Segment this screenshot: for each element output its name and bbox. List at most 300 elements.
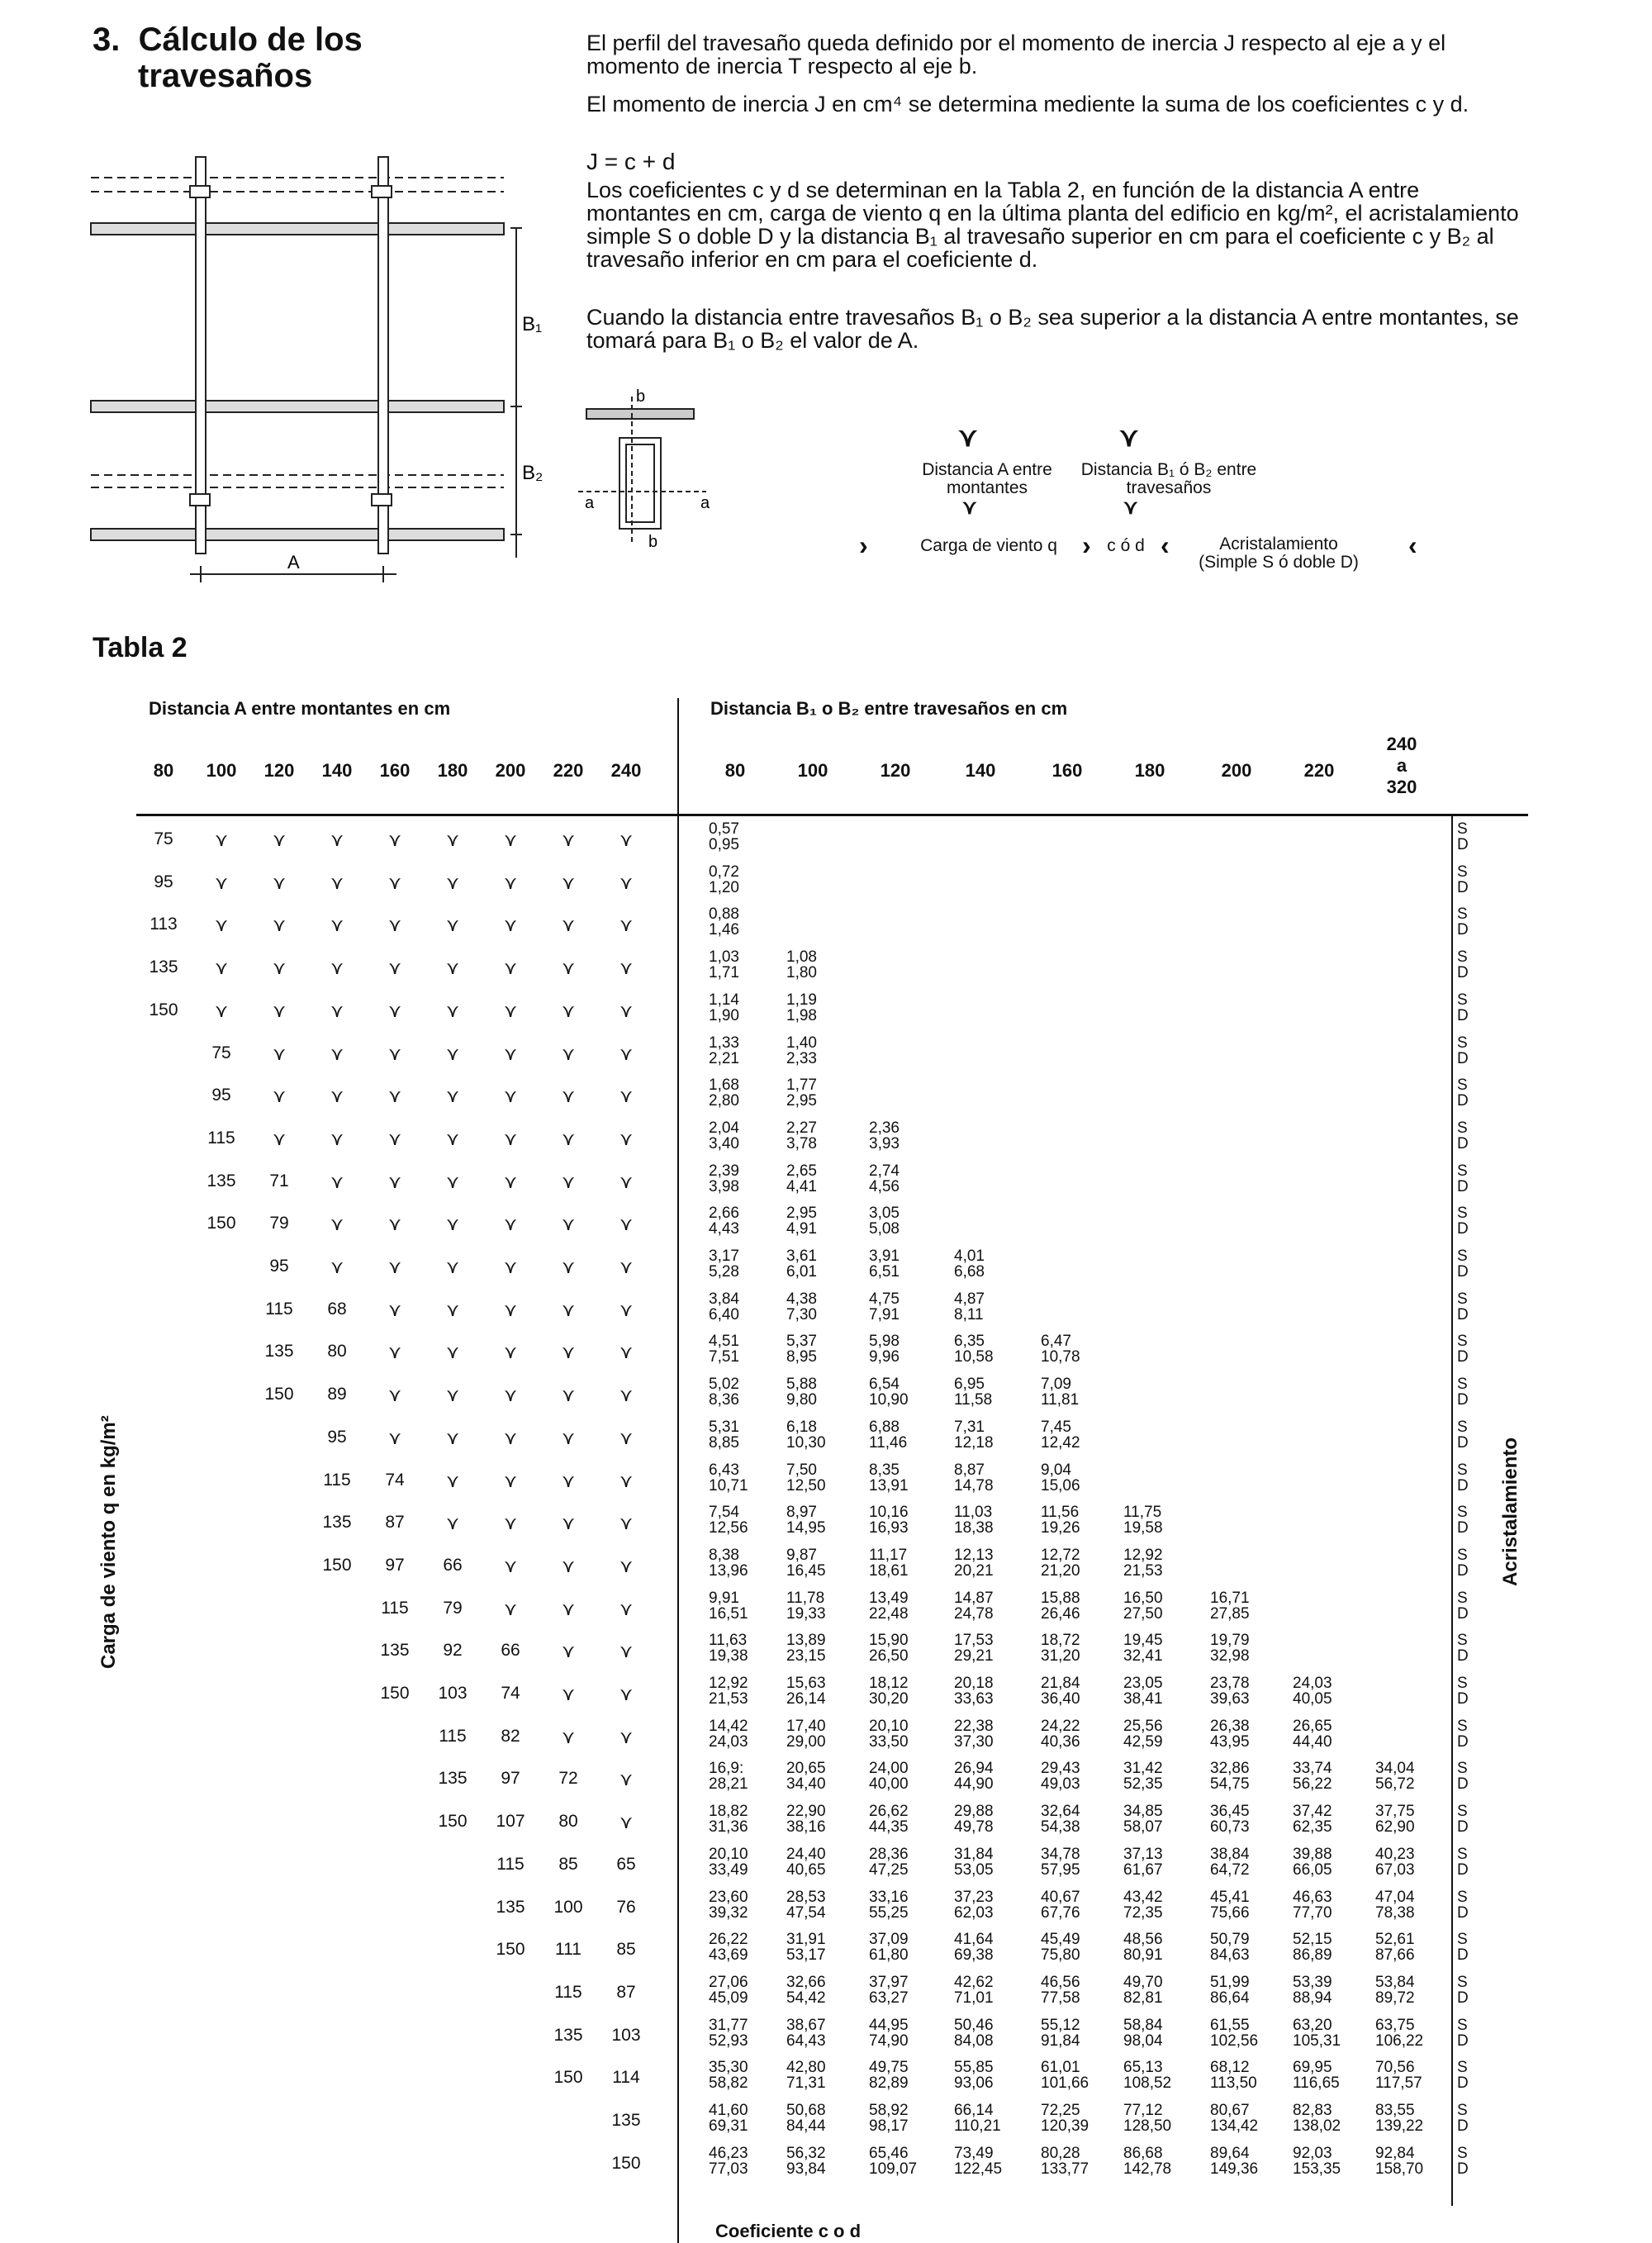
glazing-simple: S D <box>1457 1076 1469 1110</box>
glazing-simple: S D <box>1457 1632 1469 1666</box>
header-distancia-b: Distancia B₁ o B₂ entre travesaños en cm <box>710 698 1068 719</box>
coef-c: 92,03 <box>1293 2144 1332 2162</box>
coef-d: 12,42 <box>1041 1433 1080 1452</box>
coef-c: 2,27 <box>786 1119 817 1137</box>
arrow-down-icon: ⋎ <box>387 872 402 893</box>
coef-c: 80,67 <box>1210 2102 1250 2119</box>
coef-d: 1,90 <box>709 1006 739 1024</box>
wind-load-value: 115 <box>265 1299 293 1319</box>
glazing-simple: S D <box>1457 2016 1469 2050</box>
coef-c: 49,75 <box>869 2059 909 2077</box>
arrow-down-icon: ⋎ <box>272 915 287 936</box>
coef-d: 12,56 <box>709 1519 748 1537</box>
coef-d: 29,21 <box>954 1647 994 1666</box>
coef-c: 17,53 <box>954 1632 994 1650</box>
arrow-down-icon: ⋎ <box>387 1043 402 1064</box>
coef-c: 1,14 <box>709 991 739 1009</box>
coef-c: 29,88 <box>954 1803 994 1821</box>
coef-c: 3,91 <box>869 1247 900 1265</box>
coef-d: 1,46 <box>709 921 739 939</box>
arrow-down-icon: ⋎ <box>561 1598 576 1619</box>
arrow-down-icon: ⋎ <box>503 1598 518 1619</box>
coef-c: 42,62 <box>954 1973 994 1991</box>
intro-p3: Los coeficientes c y d se determinan en la Tabla 2, en función de la distancia A entre montantes en cm, carga de viento q en la última planta del edificio en kg/m², el acristalamiento simple S o doble D y la distancia B₁ al travesaño superior en cm para el coeficiente c y B₂ al travesaño inferior en cm para el coeficiente d. <box>586 178 1519 272</box>
coef-d: 7,91 <box>869 1305 900 1323</box>
coef-d: 13,96 <box>709 1561 748 1580</box>
formula: J = c + d <box>586 149 676 174</box>
arrow-down-icon: ⋎ <box>561 1726 576 1747</box>
coef-d: 109,07 <box>869 2160 918 2178</box>
arrow-down-icon: ⋎ <box>619 915 634 936</box>
arrow-down-icon: ⋎ <box>503 1427 518 1448</box>
coef-d: 98,04 <box>1123 2032 1163 2050</box>
arrow-down-icon: ⋎ <box>272 1086 287 1107</box>
coef-d: 10,78 <box>1041 1348 1080 1366</box>
coef-d: 33,49 <box>709 1860 748 1879</box>
arrow-down-icon: ⋎ <box>214 915 229 936</box>
wind-load-value: 103 <box>611 2025 641 2045</box>
coef-c: 50,79 <box>1210 1931 1250 1949</box>
coef-c: 11,78 <box>786 1589 825 1607</box>
coef-c: 31,91 <box>786 1931 826 1949</box>
coef-c: 2,95 <box>786 1205 817 1223</box>
coef-d: 19,38 <box>709 1647 748 1666</box>
arrow-down-icon: ⋎ <box>561 1043 576 1064</box>
coef-d: 93,84 <box>786 2160 826 2178</box>
coef-d: 87,66 <box>1375 1946 1415 1965</box>
coef-c: 16,9: <box>709 1760 744 1778</box>
wind-load-value: 135 <box>264 1342 294 1361</box>
sec-b-top: b <box>636 388 646 406</box>
coef-c: 83,55 <box>1375 2102 1415 2119</box>
coef-c: 19,45 <box>1123 1632 1163 1650</box>
arrow-down-icon: ⋎ <box>272 958 287 979</box>
coef-c: 52,15 <box>1293 1931 1332 1949</box>
coef-c: 13,49 <box>869 1589 909 1607</box>
coef-c: 6,95 <box>954 1376 985 1394</box>
wind-load-value: 135 <box>322 1513 352 1533</box>
arrow-down-icon: ⋎ <box>619 1299 634 1320</box>
arrow-down-icon: ⋎ <box>503 1086 518 1107</box>
arrow-down-icon: ⋎ <box>503 1128 518 1149</box>
coef-c: 2,74 <box>869 1162 900 1180</box>
arrow-down-icon: ⋎ <box>445 915 460 936</box>
wind-load-value: 150 <box>438 1812 468 1832</box>
wind-load-value: 103 <box>438 1684 468 1703</box>
arrow-down-icon: ⋎ <box>387 1257 402 1277</box>
coef-d: 10,58 <box>954 1348 994 1366</box>
coef-d: 29,00 <box>786 1732 826 1751</box>
coef-c: 0,57 <box>709 820 739 838</box>
glazing-simple: S D <box>1457 1888 1469 1922</box>
arrow-down-icon: ⋎ <box>503 829 518 850</box>
coef-d: 13,91 <box>869 1476 909 1495</box>
coef-c: 48,56 <box>1123 1931 1163 1949</box>
coef-d: 26,14 <box>786 1690 826 1708</box>
arrow-down-icon: ⋎ <box>503 1043 518 1064</box>
coef-c: 49,70 <box>1123 1973 1163 1991</box>
coef-c: 34,85 <box>1123 1803 1163 1821</box>
arrow-down-icon: ⋎ <box>561 1641 576 1662</box>
coef-c: 0,72 <box>709 863 739 881</box>
coef-c: 8,97 <box>786 1504 817 1522</box>
glazing-simple: S D <box>1457 1675 1469 1708</box>
coef-c: 18,72 <box>1041 1632 1080 1650</box>
arrow-down-icon: ⋎ <box>619 1000 634 1021</box>
coef-d: 57,95 <box>1041 1860 1080 1879</box>
label-b2: B₂ <box>522 462 544 484</box>
flow-carga: Carga de viento q <box>920 536 1057 555</box>
glazing-simple: S D <box>1457 863 1469 896</box>
arrow-down-icon: ⋎ <box>272 1000 287 1021</box>
wind-load-value: 135 <box>380 1641 410 1661</box>
coef-c: 33,16 <box>869 1888 909 1906</box>
coef-d: 3,78 <box>786 1134 817 1152</box>
coef-c: 69,95 <box>1293 2059 1332 2077</box>
coef-d: 116,65 <box>1293 2074 1340 2093</box>
coef-c: 9,04 <box>1041 1461 1071 1479</box>
heading-line2: travesaños <box>138 58 313 94</box>
label-b1: B₁ <box>522 313 543 335</box>
wind-load-value: 113 <box>150 915 178 934</box>
flow-dist-a: Distancia A entre montantes <box>922 460 1052 497</box>
b-col-header: 140 <box>965 760 996 781</box>
coef-c: 53,39 <box>1293 1973 1332 1991</box>
coef-c: 35,30 <box>709 2059 748 2077</box>
down-arrow-icon: ⋎ <box>962 497 977 519</box>
arrow-down-icon: ⋎ <box>214 872 229 893</box>
arrow-down-icon: ⋎ <box>619 1769 634 1790</box>
arrow-down-icon: ⋎ <box>561 1684 576 1704</box>
wind-load-value: 80 <box>558 1812 578 1832</box>
coef-d: 72,35 <box>1123 1903 1163 1922</box>
coef-d: 22,48 <box>869 1604 909 1623</box>
facade-diagram <box>83 140 545 587</box>
arrow-down-icon: ⋎ <box>503 958 518 979</box>
wind-load-value: 115 <box>496 1854 525 1874</box>
coef-d: 9,96 <box>869 1348 900 1366</box>
sec-b-bottom: b <box>648 533 658 551</box>
arrow-down-icon: ⋎ <box>214 829 229 850</box>
right-arrow-icon: › <box>1082 530 1091 560</box>
coef-d: 58,82 <box>709 2074 748 2093</box>
wind-load-value: 135 <box>206 1171 236 1190</box>
coef-c: 11,75 <box>1123 1504 1162 1522</box>
coef-d: 98,17 <box>869 2117 909 2135</box>
a-col-header: 200 <box>495 760 526 781</box>
coef-c: 41,64 <box>954 1931 994 1949</box>
a-col-header: 120 <box>263 760 295 781</box>
coef-d: 1,98 <box>786 1006 817 1024</box>
glazing-simple: S D <box>1457 2059 1469 2093</box>
arrow-down-icon: ⋎ <box>619 1470 634 1491</box>
table-title: Tabla 2 <box>93 632 188 663</box>
coef-d: 6,68 <box>954 1263 985 1281</box>
coef-d: 39,63 <box>1210 1690 1250 1708</box>
coef-c: 46,56 <box>1041 1973 1080 1991</box>
coef-c: 1,19 <box>786 991 817 1009</box>
wind-load-value: 97 <box>501 1769 520 1789</box>
coef-c: 18,12 <box>869 1675 909 1692</box>
arrow-down-icon: ⋎ <box>503 1342 518 1363</box>
coef-c: 11,17 <box>869 1546 908 1564</box>
arrow-down-icon: ⋎ <box>503 1171 518 1192</box>
arrow-down-icon: ⋎ <box>619 1128 634 1149</box>
coef-d: 49,78 <box>954 1818 994 1837</box>
wind-load-value: 72 <box>558 1769 578 1789</box>
coef-c: 40,67 <box>1041 1888 1080 1906</box>
wind-load-value: 150 <box>611 2153 641 2173</box>
arrow-down-icon: ⋎ <box>445 829 460 850</box>
wind-load-value: 135 <box>611 2111 641 2130</box>
coef-d: 23,15 <box>786 1647 826 1666</box>
arrow-down-icon: ⋎ <box>503 915 518 936</box>
coef-d: 14,78 <box>954 1476 994 1495</box>
wind-load-value: 115 <box>323 1470 351 1490</box>
coef-d: 40,05 <box>1293 1690 1332 1708</box>
arrow-down-icon: ⋎ <box>445 1385 460 1406</box>
coef-c: 15,88 <box>1041 1589 1080 1607</box>
arrow-down-icon: ⋎ <box>619 1513 634 1534</box>
glazing-simple: S D <box>1457 1376 1469 1409</box>
a-col-header: 180 <box>437 760 468 781</box>
arrow-down-icon: ⋎ <box>619 1726 634 1747</box>
coef-d: 56,22 <box>1293 1775 1332 1794</box>
glazing-simple: S D <box>1457 1973 1469 2007</box>
coef-c: 43,42 <box>1123 1888 1163 1906</box>
coef-c: 65,13 <box>1123 2059 1163 2077</box>
coef-c: 17,40 <box>786 1717 826 1735</box>
coef-d: 61,80 <box>869 1946 909 1965</box>
glazing-simple: S D <box>1457 905 1469 939</box>
coef-d: 10,90 <box>869 1391 909 1409</box>
coef-c: 27,06 <box>709 1973 748 1991</box>
coef-d: 138,02 <box>1293 2117 1341 2135</box>
coef-c: 21,84 <box>1041 1675 1080 1692</box>
coef-d: 84,08 <box>954 2032 994 2050</box>
coef-d: 21,53 <box>709 1690 748 1708</box>
arrow-down-icon: ⋎ <box>561 958 576 979</box>
coef-d: 67,76 <box>1041 1903 1080 1922</box>
arrow-down-icon: ⋎ <box>330 915 344 936</box>
wind-load-value: 75 <box>211 1043 231 1062</box>
coef-c: 34,78 <box>1041 1845 1080 1863</box>
a-col-header: 160 <box>379 760 411 781</box>
coef-c: 58,92 <box>869 2102 909 2119</box>
coef-c: 40,23 <box>1375 1845 1415 1863</box>
arrow-down-icon: ⋎ <box>445 1214 460 1235</box>
arrow-down-icon: ⋎ <box>561 1385 576 1406</box>
label-a: A <box>287 552 300 573</box>
coef-c: 25,56 <box>1123 1717 1163 1735</box>
coef-d: 7,30 <box>786 1305 817 1323</box>
wind-load-value: 65 <box>616 1854 636 1874</box>
coef-d: 66,05 <box>1293 1860 1332 1879</box>
coef-d: 8,85 <box>709 1433 739 1452</box>
coef-d: 133,77 <box>1041 2160 1089 2178</box>
coef-d: 47,25 <box>869 1860 909 1879</box>
coef-d: 4,91 <box>786 1220 817 1238</box>
coef-d: 78,38 <box>1375 1903 1415 1922</box>
coef-c: 55,12 <box>1041 2016 1080 2034</box>
coef-c: 7,31 <box>954 1418 985 1436</box>
arrow-down-icon: ⋎ <box>619 872 634 893</box>
coef-d: 42,59 <box>1123 1732 1163 1751</box>
coef-c: 45,49 <box>1041 1931 1080 1949</box>
coef-d: 117,57 <box>1375 2074 1422 2093</box>
coef-d: 6,40 <box>709 1305 739 1323</box>
coef-d: 40,00 <box>869 1775 909 1794</box>
coef-d: 19,26 <box>1041 1519 1080 1537</box>
coef-c: 4,01 <box>954 1247 985 1265</box>
right-axis-label: Acristalamiento <box>1499 1437 1521 1586</box>
coef-c: 1,08 <box>786 948 817 967</box>
arrow-down-icon: ⋎ <box>619 1214 634 1235</box>
coef-c: 11,56 <box>1041 1504 1080 1522</box>
glazing-simple: S D <box>1457 1931 1469 1965</box>
arrow-down-icon: ⋎ <box>561 1470 576 1491</box>
coef-c: 8,35 <box>869 1461 900 1479</box>
down-arrow-icon: ⋎ <box>1123 497 1138 519</box>
coef-d: 21,20 <box>1041 1561 1080 1580</box>
coef-c: 19,79 <box>1210 1632 1250 1650</box>
coef-d: 89,72 <box>1375 1989 1415 2007</box>
coef-d: 84,44 <box>786 2117 826 2135</box>
coef-d: 2,21 <box>709 1049 739 1067</box>
coef-d: 101,66 <box>1041 2074 1089 2093</box>
arrow-down-icon: ⋎ <box>330 872 344 893</box>
a-col-header: 100 <box>206 760 237 781</box>
coef-d: 110,21 <box>954 2117 1001 2135</box>
coef-d: 16,51 <box>709 1604 748 1623</box>
coef-d: 10,30 <box>786 1433 826 1452</box>
arrow-down-icon: ⋎ <box>387 958 402 979</box>
coef-c: 9,87 <box>786 1546 817 1564</box>
coef-d: 40,65 <box>786 1860 826 1879</box>
wind-load-value: 107 <box>496 1812 525 1832</box>
table-divider <box>677 698 679 2243</box>
coef-d: 2,33 <box>786 1049 817 1067</box>
coef-c: 51,99 <box>1210 1973 1250 1991</box>
wind-load-value: 95 <box>327 1427 347 1447</box>
arrow-down-icon: ⋎ <box>330 958 344 979</box>
coef-c: 6,43 <box>709 1461 739 1479</box>
glazing-simple: S D <box>1457 1845 1469 1879</box>
wind-load-value: 150 <box>206 1214 236 1233</box>
arrow-down-icon: ⋎ <box>330 1257 344 1277</box>
glazing-simple: S D <box>1457 2144 1469 2178</box>
glazing-simple: S D <box>1457 1418 1469 1452</box>
b-col-header: 240 a 320 <box>1386 734 1417 797</box>
coef-d: 12,18 <box>954 1433 994 1452</box>
coef-c: 8,87 <box>954 1461 985 1479</box>
flow-cod: c ó d <box>1107 536 1145 555</box>
coef-d: 134,42 <box>1210 2117 1259 2135</box>
glazing-simple: S D <box>1457 1589 1469 1623</box>
arrow-down-icon: ⋎ <box>330 1043 344 1064</box>
coef-d: 6,51 <box>869 1263 900 1281</box>
coef-d: 19,33 <box>786 1604 826 1623</box>
coef-c: 2,39 <box>709 1162 739 1180</box>
down-arrow-icon: ⋎ <box>958 422 978 452</box>
coef-d: 91,84 <box>1041 2032 1080 2050</box>
arrow-down-icon: ⋎ <box>214 958 229 979</box>
arrow-down-icon: ⋎ <box>619 1684 634 1704</box>
glazing-simple: S D <box>1457 1119 1469 1152</box>
coef-d: 2,95 <box>786 1092 817 1110</box>
coef-d: 139,22 <box>1375 2117 1424 2135</box>
coef-c: 37,23 <box>954 1888 994 1906</box>
coef-c: 20,10 <box>869 1717 909 1735</box>
coef-c: 50,68 <box>786 2102 826 2119</box>
coef-d: 53,05 <box>954 1860 994 1879</box>
coef-c: 66,14 <box>954 2102 994 2119</box>
arrow-down-icon: ⋎ <box>330 1000 344 1021</box>
coef-d: 0,95 <box>709 836 739 853</box>
coef-c: 31,84 <box>954 1845 994 1863</box>
glazing-simple: S D <box>1457 991 1469 1024</box>
coef-c: 1,77 <box>786 1076 817 1095</box>
coef-c: 5,98 <box>869 1333 900 1351</box>
coef-c: 8,38 <box>709 1546 739 1564</box>
b-col-header: 80 <box>724 760 746 781</box>
arrow-down-icon: ⋎ <box>387 1214 402 1235</box>
coef-d: 55,25 <box>869 1903 909 1922</box>
coef-d: 82,89 <box>869 2074 909 2093</box>
coef-d: 1,71 <box>709 964 739 982</box>
coef-d: 128,50 <box>1123 2117 1172 2135</box>
coef-c: 14,87 <box>954 1589 994 1607</box>
coef-d: 88,94 <box>1293 1989 1332 2007</box>
coef-c: 68,12 <box>1210 2059 1250 2077</box>
wind-load-value: 79 <box>443 1598 463 1618</box>
b-col-header: 200 <box>1221 760 1252 781</box>
wind-load-value: 92 <box>443 1641 463 1661</box>
coef-d: 11,58 <box>954 1391 993 1409</box>
wind-load-value: 79 <box>269 1214 289 1233</box>
coef-c: 31,42 <box>1123 1760 1163 1778</box>
arrow-down-icon: ⋎ <box>619 958 634 979</box>
coef-d: 120,39 <box>1041 2117 1089 2135</box>
coef-d: 39,32 <box>709 1903 748 1922</box>
flow-dist-b: Distancia B₁ ó B₂ entre travesaños <box>1080 460 1257 497</box>
coef-d: 64,72 <box>1210 1860 1250 1879</box>
glazing-simple: S D <box>1457 1034 1469 1067</box>
coef-d: 31,20 <box>1041 1647 1080 1666</box>
coef-d: 75,66 <box>1210 1903 1250 1922</box>
coef-d: 54,42 <box>786 1989 826 2007</box>
coef-d: 24,03 <box>709 1732 748 1751</box>
coef-c: 24,03 <box>1293 1675 1332 1692</box>
a-col-header: 240 <box>610 760 642 781</box>
wind-load-value: 150 <box>149 1000 178 1019</box>
arrow-down-icon: ⋎ <box>214 1000 229 1021</box>
arrow-down-icon: ⋎ <box>445 1342 460 1363</box>
coef-c: 6,18 <box>786 1418 817 1436</box>
coef-d: 10,71 <box>709 1476 748 1495</box>
coef-c: 15,63 <box>786 1675 826 1692</box>
arrow-down-icon: ⋎ <box>387 1342 402 1363</box>
coef-d: 80,91 <box>1123 1946 1163 1965</box>
arrow-down-icon: ⋎ <box>503 1257 518 1277</box>
wind-load-value: 95 <box>269 1257 289 1276</box>
glazing-simple: S D <box>1457 948 1469 982</box>
heading-line1: Cálculo de los <box>138 21 363 58</box>
arrow-down-icon: ⋎ <box>445 958 460 979</box>
coef-c: 70,56 <box>1375 2059 1415 2077</box>
coef-c: 7,09 <box>1041 1376 1071 1394</box>
coef-c: 72,25 <box>1041 2102 1080 2119</box>
